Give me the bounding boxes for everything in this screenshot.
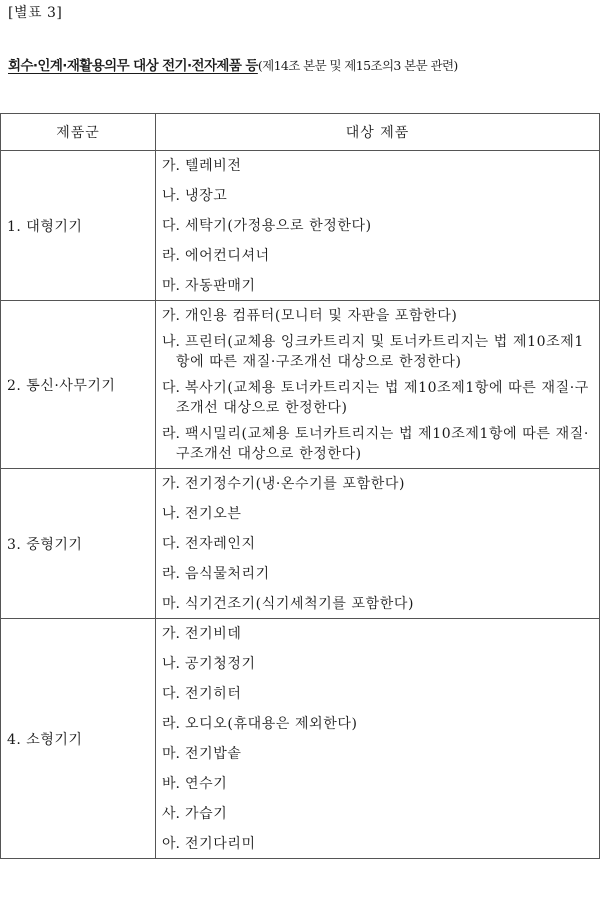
list-item — [162, 504, 595, 524]
item-text: 전자레인지 — [185, 536, 256, 552]
list-item — [162, 186, 595, 206]
item-marker: 라. — [162, 248, 180, 264]
item-text: 프린터(교체용 잉크카트리지 및 토너카트리지는 법 제10조제1항에 따른 재질·구조개선 대상으로 한정한다) — [176, 334, 584, 370]
item-text: 가습기 — [185, 806, 228, 822]
item-text: 전기오븐 — [185, 506, 242, 522]
item-marker: 아. — [162, 836, 180, 852]
item-marker: 라. — [162, 716, 180, 732]
table-row — [1, 151, 600, 301]
list-item — [162, 276, 595, 296]
list-item — [162, 624, 595, 644]
table-header-row — [1, 114, 600, 151]
table-row — [1, 301, 600, 469]
group-name: 1. 대형기기 — [1, 151, 156, 301]
list-item — [162, 332, 595, 372]
document-title: 회수·인계·재활용의무 대상 전기·전자제품 등 — [8, 58, 258, 74]
header-target-products: 대상 제품 — [156, 114, 600, 151]
item-marker: 마. — [162, 278, 180, 294]
item-text: 자동판매기 — [185, 278, 256, 294]
item-text: 전기비데 — [185, 626, 242, 642]
item-marker: 마. — [162, 746, 180, 762]
list-item — [162, 534, 595, 554]
list-item — [162, 156, 595, 176]
item-list — [156, 469, 600, 619]
annex-label: [별표 3] — [8, 5, 63, 21]
item-marker: 가. — [162, 158, 180, 174]
item-text: 오디오(휴대용은 제외한다) — [185, 716, 358, 732]
item-marker: 사. — [162, 806, 180, 822]
item-marker: 다. — [162, 686, 180, 702]
list-item — [162, 714, 595, 734]
list-item — [162, 424, 595, 464]
item-text: 텔레비전 — [185, 158, 242, 174]
item-text: 에어컨디셔너 — [185, 248, 270, 264]
document-heading — [8, 54, 600, 74]
item-marker: 마. — [162, 596, 180, 612]
list-item — [162, 594, 595, 614]
group-name: 3. 중형기기 — [1, 469, 156, 619]
list-item — [162, 564, 595, 584]
table-row — [1, 619, 600, 859]
list-item — [162, 744, 595, 764]
group-name: 4. 소형기기 — [1, 619, 156, 859]
item-list — [156, 619, 600, 859]
item-marker: 다. — [162, 536, 180, 552]
list-item — [162, 774, 595, 794]
item-marker: 가. — [162, 308, 180, 324]
item-marker: 나. — [162, 656, 180, 672]
item-text: 공기청정기 — [185, 656, 256, 672]
item-marker: 나. — [162, 334, 180, 350]
group-name: 2. 통신·사무기기 — [1, 301, 156, 469]
list-item — [162, 378, 595, 418]
list-item — [162, 474, 595, 494]
product-table — [0, 113, 600, 859]
item-marker: 나. — [162, 188, 180, 204]
item-text: 세탁기(가정용으로 한정한다) — [185, 218, 372, 234]
item-text: 음식물처리기 — [185, 566, 270, 582]
list-item — [162, 654, 595, 674]
item-list — [156, 151, 600, 301]
item-text: 복사기(교체용 토너카트리지는 법 제10조제1항에 따른 재질·구조개선 대상으로 한정한다) — [176, 380, 589, 416]
item-list — [156, 301, 600, 469]
item-marker: 바. — [162, 776, 180, 792]
document-subtitle: (제14조 본문 및 제15조의3 본문 관련) — [257, 58, 458, 73]
list-item — [162, 684, 595, 704]
item-marker: 라. — [162, 426, 180, 442]
item-text: 개인용 컴퓨터(모니터 및 자판을 포함한다) — [185, 308, 458, 324]
item-marker: 나. — [162, 506, 180, 522]
item-marker: 라. — [162, 566, 180, 582]
list-item — [162, 834, 595, 854]
item-text: 팩시밀리(교체용 토너카트리지는 법 제10조제1항에 따른 재질·구조개선 대상으로 한정한다) — [176, 426, 589, 462]
item-marker: 가. — [162, 476, 180, 492]
list-item — [162, 306, 595, 326]
item-text: 냉장고 — [185, 188, 228, 204]
item-text: 전기밥솥 — [185, 746, 242, 762]
list-item — [162, 804, 595, 824]
list-item — [162, 246, 595, 266]
table-row — [1, 469, 600, 619]
item-text: 전기정수기(냉·온수기를 포함한다) — [185, 476, 406, 492]
header-product-group: 제품군 — [1, 114, 156, 151]
list-item — [162, 216, 595, 236]
item-marker: 다. — [162, 218, 180, 234]
item-text: 연수기 — [185, 776, 228, 792]
item-text: 전기히터 — [185, 686, 242, 702]
item-marker: 다. — [162, 380, 180, 396]
item-text: 식기건조기(식기세척기를 포함한다) — [185, 596, 415, 612]
item-text: 전기다리미 — [185, 836, 256, 852]
item-marker: 가. — [162, 626, 180, 642]
